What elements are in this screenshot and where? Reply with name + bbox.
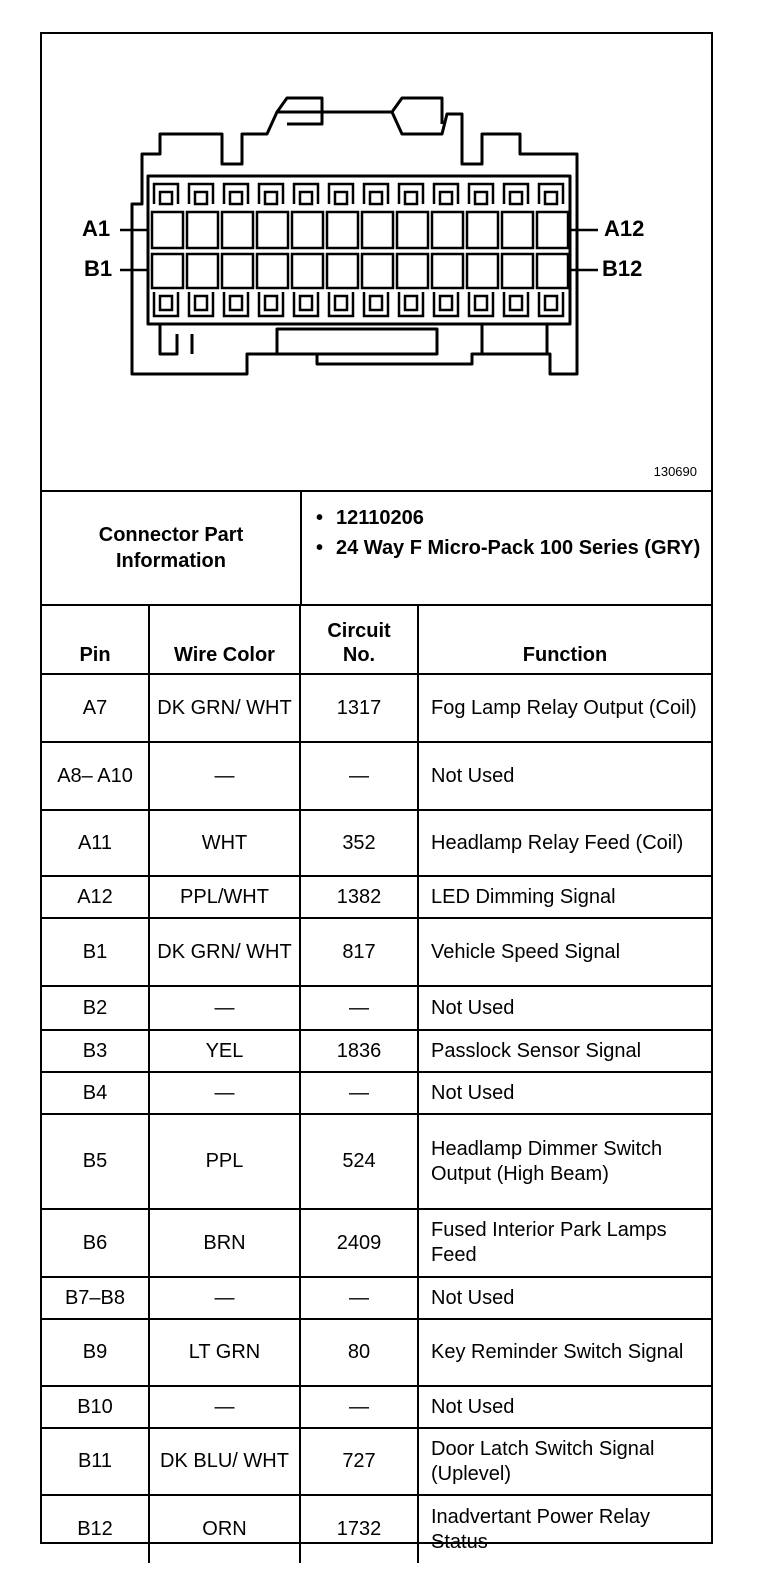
- cell-circuit: 80: [300, 1319, 418, 1386]
- cell-function: Vehicle Speed Signal: [418, 918, 711, 986]
- table-row: [42, 918, 711, 986]
- housing-outline: [132, 112, 577, 374]
- cell-wire-color: DK GRN/ WHT: [149, 918, 300, 986]
- terminal-tab-top: [469, 184, 493, 204]
- cavity-b12: [537, 254, 568, 288]
- cavity-b10: [467, 254, 498, 288]
- cell-circuit: 524: [300, 1114, 418, 1209]
- cavity-a5: [292, 212, 323, 248]
- header-circuit-text: Circuit No.: [327, 620, 391, 666]
- cell-function: Not Used: [418, 1386, 711, 1428]
- cell-wire-color: —: [149, 986, 300, 1030]
- cavity-b1: [152, 254, 183, 288]
- cell-pin: A12: [42, 876, 149, 918]
- cell-pin: B10: [42, 1386, 149, 1428]
- terminal-tab-bottom: [434, 292, 458, 316]
- table-row: [42, 742, 711, 810]
- header-pin: Pin: [42, 604, 149, 674]
- cell-function: Inadvertant Power Relay Status: [418, 1495, 711, 1563]
- table-row: [42, 810, 711, 876]
- cell-pin: B6: [42, 1209, 149, 1277]
- terminal-tab-bottom: [259, 292, 283, 316]
- cell-pin: A11: [42, 810, 149, 876]
- terminal-tab-top: [364, 184, 388, 204]
- cell-function: Fog Lamp Relay Output (Coil): [418, 674, 711, 742]
- cell-circuit: —: [300, 1277, 418, 1319]
- cavity-a10: [467, 212, 498, 248]
- connector-sheet: [40, 32, 713, 1553]
- table-row: [42, 1495, 711, 1563]
- terminal-tab-top: [399, 184, 423, 204]
- cell-function: Not Used: [418, 742, 711, 810]
- table-row: [42, 1319, 711, 1386]
- cell-wire-color: WHT: [149, 810, 300, 876]
- terminal-tab-top: [504, 184, 528, 204]
- cell-circuit: 727: [300, 1428, 418, 1495]
- cell-pin: B3: [42, 1030, 149, 1072]
- terminal-tab-top: [329, 184, 353, 204]
- cavity-a9: [432, 212, 463, 248]
- header-row: [42, 604, 711, 674]
- cell-function: Headlamp Dimmer Switch Output (High Beam): [418, 1114, 711, 1209]
- cell-pin: A7: [42, 674, 149, 742]
- cell-wire-color: —: [149, 742, 300, 810]
- cell-circuit: —: [300, 1072, 418, 1114]
- table-row: [42, 1114, 711, 1209]
- cell-circuit: 352: [300, 810, 418, 876]
- terminal-tab-top: [294, 184, 318, 204]
- header-wire-color: Wire Color: [149, 604, 300, 674]
- cell-circuit: 817: [300, 918, 418, 986]
- cell-circuit: —: [300, 742, 418, 810]
- cell-circuit: 1317: [300, 674, 418, 742]
- cell-circuit: 1382: [300, 876, 418, 918]
- table-row: [42, 986, 711, 1030]
- label-b12: B12: [602, 256, 643, 281]
- keyway: [160, 324, 547, 354]
- part-info-heading-text: Connector Part Information: [98, 524, 244, 572]
- cell-pin: B2: [42, 986, 149, 1030]
- cell-function: Not Used: [418, 1277, 711, 1319]
- cell-function: Fused Interior Park Lamps Feed: [418, 1209, 711, 1277]
- pinout-table: [42, 604, 711, 1563]
- cell-function: Key Reminder Switch Signal: [418, 1319, 711, 1386]
- terminal-tab-top: [224, 184, 248, 204]
- cell-wire-color: DK BLU/ WHT: [149, 1428, 300, 1495]
- pinout-body: [42, 674, 711, 1563]
- cavity-a7: [362, 212, 393, 248]
- row-a-cavities: [152, 212, 568, 248]
- cavity-a4: [257, 212, 288, 248]
- header-function: Function: [418, 604, 711, 674]
- part-info-heading: [42, 492, 302, 604]
- cavity-a6: [327, 212, 358, 248]
- terminal-tab-bottom: [329, 292, 353, 316]
- cell-circuit: 2409: [300, 1209, 418, 1277]
- table-row: [42, 1428, 711, 1495]
- cavity-a1: [152, 212, 183, 248]
- terminal-tab-bottom: [399, 292, 423, 316]
- cavity-b3: [222, 254, 253, 288]
- cell-pin: B9: [42, 1319, 149, 1386]
- row-b-cavities: [152, 254, 568, 288]
- cell-function: Passlock Sensor Signal: [418, 1030, 711, 1072]
- cavity-a11: [502, 212, 533, 248]
- terminal-tab-bottom: [224, 292, 248, 316]
- cell-function: LED Dimming Signal: [418, 876, 711, 918]
- cell-wire-color: ORN: [149, 1495, 300, 1563]
- cavity-b7: [362, 254, 393, 288]
- cell-pin: B4: [42, 1072, 149, 1114]
- terminal-tab-bottom: [539, 292, 563, 316]
- table-row: [42, 1386, 711, 1428]
- cell-circuit: —: [300, 986, 418, 1030]
- connector-diagram: [42, 34, 711, 492]
- pin-field: [148, 176, 570, 324]
- cell-pin: B1: [42, 918, 149, 986]
- table-row: [42, 674, 711, 742]
- cell-wire-color: PPL/WHT: [149, 876, 300, 918]
- cavity-a8: [397, 212, 428, 248]
- terminal-tab-top: [539, 184, 563, 204]
- cell-circuit: —: [300, 1386, 418, 1428]
- cavity-b4: [257, 254, 288, 288]
- connector-description: • 24 Way F Micro-Pack 100 Series (GRY): [336, 536, 711, 560]
- cell-wire-color: LT GRN: [149, 1319, 300, 1386]
- cell-circuit: 1732: [300, 1495, 418, 1563]
- cell-pin: B5: [42, 1114, 149, 1209]
- cell-wire-color: BRN: [149, 1209, 300, 1277]
- part-number: • 12110206: [336, 506, 711, 530]
- cell-wire-color: YEL: [149, 1030, 300, 1072]
- cell-wire-color: —: [149, 1386, 300, 1428]
- cell-wire-color: DK GRN/ WHT: [149, 674, 300, 742]
- cavity-b5: [292, 254, 323, 288]
- table-row: [42, 876, 711, 918]
- cell-circuit: 1836: [300, 1030, 418, 1072]
- cell-function: Not Used: [418, 986, 711, 1030]
- bottom-terminal-row: [154, 292, 563, 316]
- cell-wire-color: —: [149, 1072, 300, 1114]
- terminal-tab-bottom: [154, 292, 178, 316]
- cell-pin: B7–B8: [42, 1277, 149, 1319]
- header-circuit: [300, 604, 418, 674]
- cavity-b9: [432, 254, 463, 288]
- cavity-a2: [187, 212, 218, 248]
- cavity-a3: [222, 212, 253, 248]
- cell-function: Door Latch Switch Signal (Uplevel): [418, 1428, 711, 1495]
- table-row: [42, 1072, 711, 1114]
- terminal-tab-top: [259, 184, 283, 204]
- label-b1: B1: [84, 256, 113, 281]
- label-a1: A1: [82, 216, 111, 241]
- label-a12: A12: [604, 216, 645, 241]
- terminal-tab-bottom: [364, 292, 388, 316]
- terminal-tab-bottom: [294, 292, 318, 316]
- terminal-tab-bottom: [189, 292, 213, 316]
- terminal-tab-bottom: [469, 292, 493, 316]
- table-row: [42, 1277, 711, 1319]
- cell-pin: B12: [42, 1495, 149, 1563]
- terminal-tab-top: [434, 184, 458, 204]
- cell-wire-color: —: [149, 1277, 300, 1319]
- cavity-b8: [397, 254, 428, 288]
- cell-pin: A8– A10: [42, 742, 149, 810]
- cell-function: Not Used: [418, 1072, 711, 1114]
- part-info: [42, 492, 711, 606]
- part-info-list: [302, 492, 711, 604]
- terminal-tab-bottom: [504, 292, 528, 316]
- cell-wire-color: PPL: [149, 1114, 300, 1209]
- top-terminal-row: [154, 184, 563, 204]
- table-row: [42, 1209, 711, 1277]
- cavity-b11: [502, 254, 533, 288]
- cavity-b2: [187, 254, 218, 288]
- cavity-b6: [327, 254, 358, 288]
- cell-pin: B11: [42, 1428, 149, 1495]
- table-row: [42, 1030, 711, 1072]
- terminal-tab-top: [154, 184, 178, 204]
- cell-function: Headlamp Relay Feed (Coil): [418, 810, 711, 876]
- figure-number: 130690: [653, 464, 697, 479]
- terminal-tab-top: [189, 184, 213, 204]
- cavity-a12: [537, 212, 568, 248]
